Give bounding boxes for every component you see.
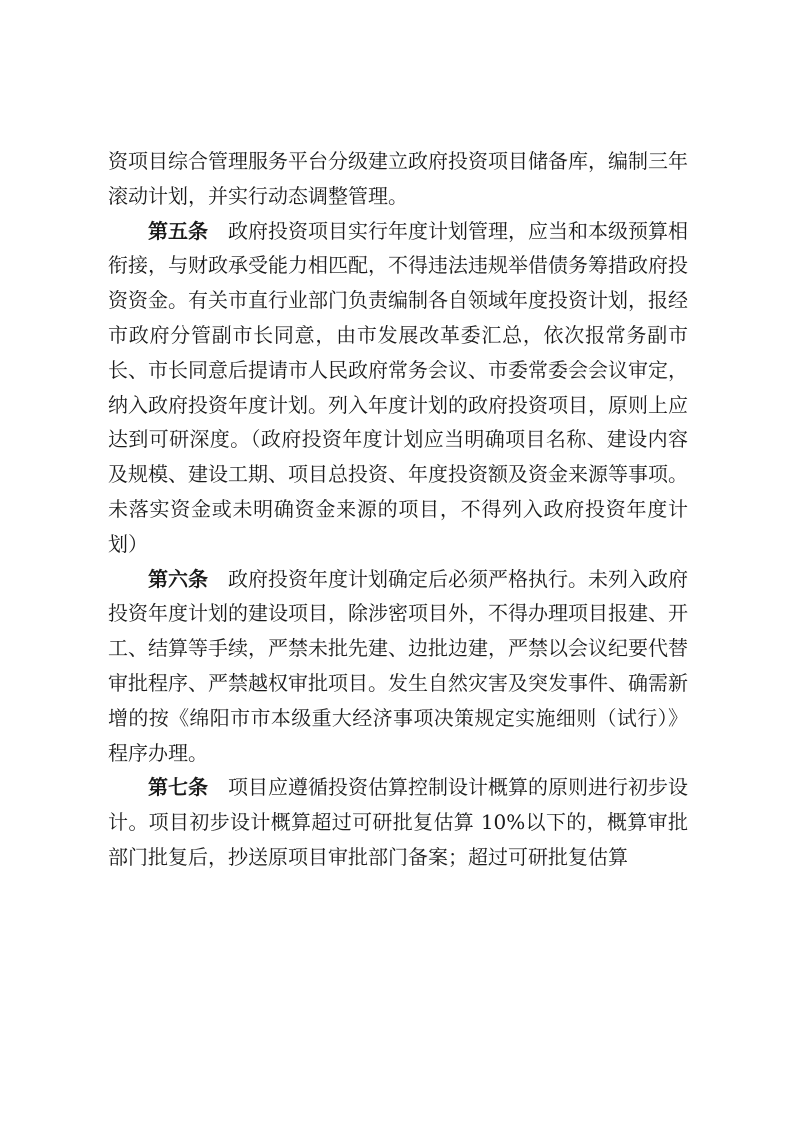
article-number: 第五条 [148, 218, 208, 243]
paragraph-article-6 [108, 562, 688, 771]
paragraph-article-5 [108, 214, 688, 562]
paragraph-text: 政府投资年度计划确定后必须严格执行。未列入政府投资年度计划的建设项目，除涉密项目外，不得办理项目报建、开工、结算等手续，严禁未批先建、边批边建，严禁以会议纪要代替审批程序、严禁越权审批项目。发生自然灾害及突发事件、确需新增的按《绵阳市市本级重大经济事项决策规定实施细则（试行）》程序办理。 [108, 566, 688, 765]
paragraph-text: 政府投资项目实行年度计划管理，应当和本级预算相衔接，与财政承受能力相匹配，不得违法违规举借债务筹措政府投资资金。有关市直行业部门负责编制各自领域年度投资计划，报经市政府分管副市长同意，由市发展改革委汇总，依次报常务副市长、市长同意后提请市人民政府常务会议、市委常委会会议审定，纳入政府投资年度计划。列入年度计划的政府投资项目，原则上应达到可研深度。（政府投资年度计划应当明确项目名称、建设内容及规模、建设工期、项目总投资、年度投资额及资金来源等事项。未落实资金或未明确资金来源的项目，不得列入政府投资年度计划） [108, 218, 688, 556]
paragraph-text: 资项目综合管理服务平台分级建立政府投资项目储备库，编制三年滚动计划，并实行动态调整管理。 [108, 149, 688, 208]
document-body [108, 144, 688, 875]
paragraph-article-7 [108, 770, 688, 874]
article-number: 第七条 [148, 775, 208, 800]
paragraph-text: 项目应遵循投资估算控制设计概算的原则进行初步设计。项目初步设计概算超过可研批复估算 10%以下的，概算审批部门批复后，抄送原项目审批部门备案；超过可研批复估算 [108, 775, 688, 869]
article-number: 第六条 [148, 566, 208, 591]
paragraph-continuation [108, 144, 688, 214]
